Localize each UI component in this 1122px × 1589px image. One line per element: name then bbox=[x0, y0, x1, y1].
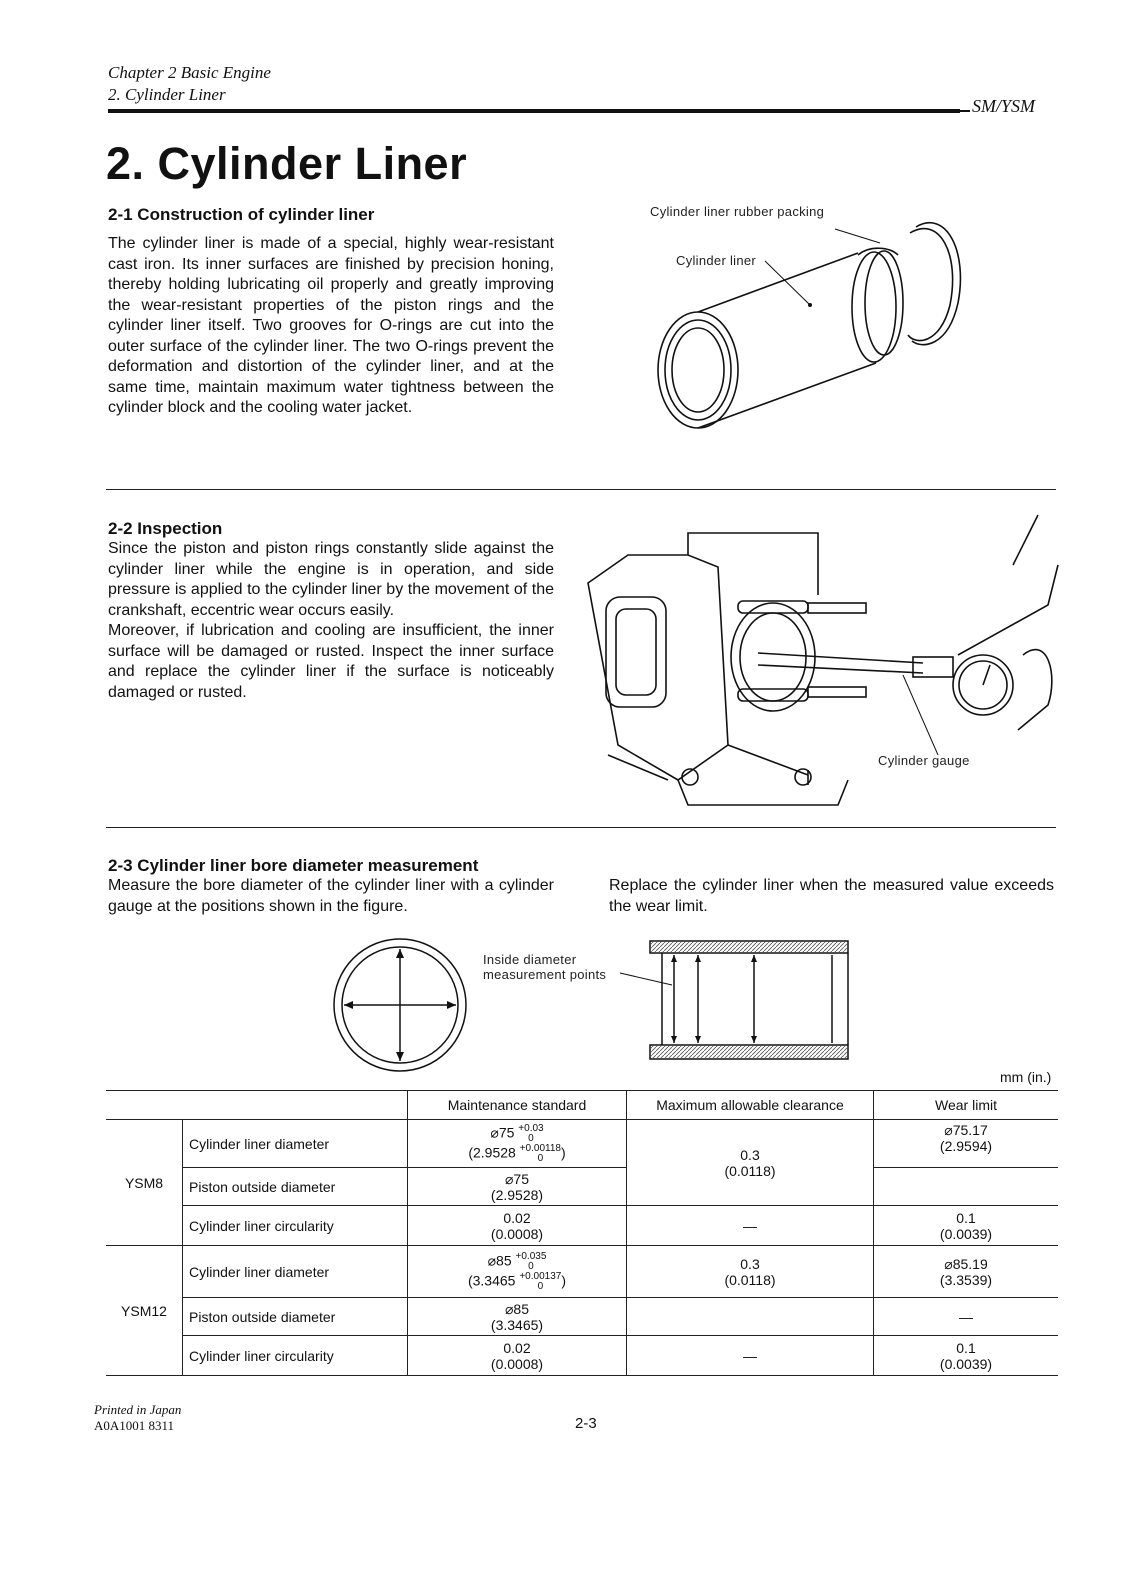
footer-printed: Printed in Japan bbox=[94, 1402, 182, 1417]
wear-cell: — bbox=[874, 1298, 1059, 1336]
table-header-blank bbox=[106, 1091, 183, 1120]
wear-value-in: (0.0039) bbox=[939, 1225, 993, 1242]
max-cell bbox=[627, 1246, 874, 1298]
section-heading-2-2: 2-2 Inspection bbox=[108, 519, 223, 538]
max-value: 0.3 bbox=[740, 1255, 760, 1272]
label-cylinder-gauge: Cylinder gauge bbox=[878, 753, 970, 768]
std-value-in: (0.0008) bbox=[490, 1225, 544, 1242]
table-row bbox=[106, 1336, 1058, 1376]
std-value-in: (3.3465) bbox=[490, 1316, 544, 1333]
running-header bbox=[108, 62, 271, 106]
header-maintenance-standard: Maintenance standard bbox=[408, 1091, 627, 1120]
section-heading-2-1: 2-1 Construction of cylinder liner bbox=[108, 205, 375, 224]
max-value-in: (0.0118) bbox=[724, 1271, 776, 1288]
wear-cell bbox=[874, 1168, 1059, 1206]
wear-value: ⌀75.17 bbox=[944, 1122, 988, 1138]
item-cell: Piston outside diameter bbox=[183, 1168, 408, 1206]
label-measurement-points-line1: Inside diameter bbox=[483, 952, 577, 967]
std-value-in: (2.9528) bbox=[490, 1186, 544, 1203]
std-tol-lower-in: 0 bbox=[537, 1152, 544, 1164]
std-cell bbox=[408, 1246, 627, 1298]
header-rule-end bbox=[960, 110, 970, 112]
model-ysm12: YSM12 bbox=[106, 1246, 183, 1376]
section-text-2-2-para2: Moreover, if lubrication and cooling are insufficient, the inner surface will be damaged or rusted. Inspect the inner surface and replace the cylinder liner if the surface is noticeably damaged or rusted. bbox=[108, 622, 554, 701]
wear-value: ⌀85.19 bbox=[944, 1255, 988, 1272]
std-value-in: (3.3465 bbox=[467, 1272, 516, 1289]
std-tol-lower-in: 0 bbox=[537, 1280, 544, 1292]
label-measurement-points-line2: measurement points bbox=[483, 967, 607, 982]
table-row bbox=[106, 1120, 1058, 1168]
table-header-item bbox=[183, 1091, 408, 1120]
section-text-2-2-para1: Since the piston and piston rings constantly slide against the cylinder liner while the engine is in operation, and side pressure is applied to the cylinder liner by the movement of the crankshaft, eccentric wear occurs easily. bbox=[108, 540, 554, 619]
std-tol-upper: +0.035 bbox=[515, 1250, 547, 1262]
liner-section-diagram bbox=[612, 935, 857, 1070]
std-tol-lower: 0 bbox=[528, 1132, 534, 1144]
model-ysm8: YSM8 bbox=[106, 1120, 183, 1246]
cylinder-liner-illustration bbox=[640, 195, 970, 450]
item-cell: Cylinder liner diameter bbox=[183, 1246, 408, 1298]
header-section: 2. Cylinder Liner bbox=[108, 85, 226, 104]
header-model: SM/YSM bbox=[972, 96, 1035, 116]
section-heading-2-3: 2-3 Cylinder liner bore diameter measurement bbox=[108, 856, 479, 875]
wear-value-in: (0.0039) bbox=[939, 1355, 993, 1372]
header-wear-limit: Wear limit bbox=[874, 1091, 1059, 1120]
table-row bbox=[106, 1206, 1058, 1246]
label-cylinder-liner: Cylinder liner bbox=[676, 253, 757, 268]
std-value-in: (0.0008) bbox=[490, 1355, 544, 1372]
section-divider-2 bbox=[106, 827, 1056, 828]
std-value: 0.02 bbox=[503, 1339, 531, 1356]
wear-value-in: (2.9594) bbox=[939, 1138, 993, 1154]
section-text-2-3-left: Measure the bore diameter of the cylinder liner with a cylinder gauge at the positions shown in the figure. bbox=[108, 877, 554, 915]
footer-left bbox=[94, 1402, 181, 1434]
footer-code: A0A1001 8311 bbox=[94, 1418, 175, 1433]
std-cell bbox=[408, 1168, 627, 1206]
std-cell bbox=[408, 1298, 627, 1336]
max-value: 0.3 bbox=[740, 1146, 760, 1163]
std-value: ⌀75 bbox=[504, 1170, 529, 1187]
max-value-in: (0.0118) bbox=[724, 1162, 776, 1179]
std-value: ⌀85 bbox=[504, 1300, 529, 1317]
max-cell: — bbox=[627, 1206, 874, 1246]
std-tol-upper-in: +0.00118 bbox=[519, 1142, 561, 1154]
table-row bbox=[106, 1168, 1058, 1206]
section-divider bbox=[106, 489, 1056, 490]
wear-value-in: (3.3539) bbox=[939, 1271, 993, 1288]
std-value: ⌀75 bbox=[490, 1124, 515, 1141]
max-cell bbox=[627, 1298, 874, 1336]
label-measurement-points bbox=[483, 952, 606, 982]
wear-cell bbox=[874, 1120, 1059, 1168]
wear-value: 0.1 bbox=[956, 1209, 976, 1226]
header-chapter: Chapter 2 Basic Engine bbox=[108, 63, 271, 82]
table-row bbox=[106, 1298, 1058, 1336]
max-cell bbox=[627, 1120, 874, 1206]
max-cell: — bbox=[627, 1336, 874, 1376]
std-tol-lower: 0 bbox=[528, 1260, 534, 1272]
wear-cell bbox=[874, 1336, 1059, 1376]
std-cell bbox=[408, 1336, 627, 1376]
page-title: 2. Cylinder Liner bbox=[106, 138, 468, 189]
table-row bbox=[106, 1246, 1058, 1298]
inspection-illustration bbox=[578, 505, 1068, 820]
section-text-2-2 bbox=[108, 539, 554, 703]
item-cell: Cylinder liner diameter bbox=[183, 1120, 408, 1168]
std-close: ) bbox=[561, 1272, 567, 1289]
wear-cell bbox=[874, 1246, 1059, 1298]
std-tol-upper-in: +0.00137 bbox=[519, 1270, 562, 1282]
section-text-2-1: The cylinder liner is made of a special, highly wear-resistant cast iron. Its inner surfaces are finished by precision honing, thereby holding lubricating oil properly and greatly improving the wear-resistant properties of the piston rings and the cylinder liner itself. Two grooves for O-rings are cut into the outer surface of the cylinder liner. The two O-rings prevent the deformation and distortion of the cylinder liner, and at the same time, maintain maximum water tightness between the cylinder block and the cooling water jacket. bbox=[108, 235, 554, 416]
item-cell: Piston outside diameter bbox=[183, 1298, 408, 1336]
item-cell: Cylinder liner circularity bbox=[183, 1336, 408, 1376]
std-cell bbox=[408, 1120, 627, 1168]
section-text-2-3-right: Replace the cylinder liner when the measured value exceeds the wear limit. bbox=[609, 877, 1054, 915]
std-value: 0.02 bbox=[503, 1209, 531, 1226]
wear-value: 0.1 bbox=[956, 1339, 976, 1356]
specification-table bbox=[106, 1090, 1058, 1376]
label-rubber-packing: Cylinder liner rubber packing bbox=[650, 204, 825, 219]
unit-label: mm (in.) bbox=[1000, 1069, 1052, 1085]
std-cell bbox=[408, 1206, 627, 1246]
header-max-clearance: Maximum allowable clearance bbox=[627, 1091, 874, 1120]
std-close: ) bbox=[560, 1144, 566, 1161]
std-value: ⌀85 bbox=[487, 1252, 512, 1269]
item-cell: Cylinder liner circularity bbox=[183, 1206, 408, 1246]
wear-cell bbox=[874, 1206, 1059, 1246]
header-rule bbox=[108, 109, 960, 113]
table-header-row bbox=[106, 1091, 1058, 1120]
std-value-in: (2.9528 bbox=[468, 1144, 516, 1161]
page-number: 2-3 bbox=[575, 1415, 597, 1432]
std-tol-upper: +0.03 bbox=[518, 1122, 544, 1134]
bore-circle-diagram bbox=[325, 935, 475, 1075]
